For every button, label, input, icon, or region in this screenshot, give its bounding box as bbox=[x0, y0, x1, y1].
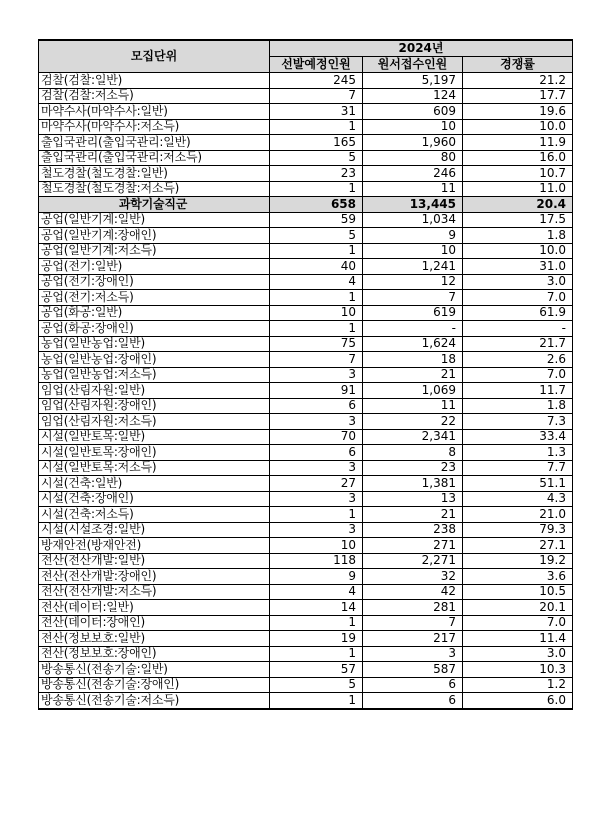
ratio-cell: 21.0 bbox=[463, 507, 573, 523]
applied-cell: 1,624 bbox=[363, 336, 463, 352]
ratio-cell: 4.3 bbox=[463, 491, 573, 507]
unit-name-cell: 시설(시설조경:일반) bbox=[39, 522, 270, 538]
ratio-cell: 1.2 bbox=[463, 677, 573, 693]
unit-name-cell: 전산(데이터:일반) bbox=[39, 600, 270, 616]
ratio-cell: 31.0 bbox=[463, 259, 573, 275]
ratio-cell: 10.0 bbox=[463, 119, 573, 135]
planned-cell: 5 bbox=[270, 150, 363, 166]
planned-cell: 10 bbox=[270, 538, 363, 554]
unit-name-cell: 시설(건축:일반) bbox=[39, 476, 270, 492]
applied-cell: 619 bbox=[363, 305, 463, 321]
planned-cell: 19 bbox=[270, 631, 363, 647]
table-row bbox=[39, 646, 573, 662]
planned-cell: 3 bbox=[270, 522, 363, 538]
planned-cell: 7 bbox=[270, 352, 363, 368]
applied-cell: 1,381 bbox=[363, 476, 463, 492]
unit-name-cell: 방재안전(방재안전) bbox=[39, 538, 270, 554]
ratio-cell: 16.0 bbox=[463, 150, 573, 166]
ratio-cell: 11.0 bbox=[463, 181, 573, 197]
unit-name-cell: 전산(전산개발:저소득) bbox=[39, 584, 270, 600]
table-row bbox=[39, 491, 573, 507]
unit-name-cell: 전산(전산개발:일반) bbox=[39, 553, 270, 569]
planned-cell: 70 bbox=[270, 429, 363, 445]
ratio-cell: 21.7 bbox=[463, 336, 573, 352]
ratio-cell: 11.7 bbox=[463, 383, 573, 399]
table-body bbox=[39, 73, 573, 709]
ratio-cell: 3.0 bbox=[463, 274, 573, 290]
applied-cell: 6 bbox=[363, 677, 463, 693]
applied-cell: 18 bbox=[363, 352, 463, 368]
unit-name-cell: 철도경찰(철도경찰:일반) bbox=[39, 166, 270, 182]
applied-cell: 3 bbox=[363, 646, 463, 662]
unit-name-cell: 마약수사(마약수사:일반) bbox=[39, 104, 270, 120]
applied-cell: 12 bbox=[363, 274, 463, 290]
planned-cell: 1 bbox=[270, 693, 363, 709]
applied-cell: 22 bbox=[363, 414, 463, 430]
table-row bbox=[39, 553, 573, 569]
planned-cell: 1 bbox=[270, 321, 363, 337]
table-row bbox=[39, 181, 573, 197]
planned-cell: 6 bbox=[270, 445, 363, 461]
planned-cell: 1 bbox=[270, 243, 363, 259]
unit-name-cell: 임업(산림자원:저소득) bbox=[39, 414, 270, 430]
applied-cell: 2,341 bbox=[363, 429, 463, 445]
unit-name-cell: 방송통신(전송기술:저소득) bbox=[39, 693, 270, 709]
table-row bbox=[39, 414, 573, 430]
ratio-cell: 3.0 bbox=[463, 646, 573, 662]
applied-cell: 21 bbox=[363, 507, 463, 523]
applied-cell: 8 bbox=[363, 445, 463, 461]
table-row bbox=[39, 150, 573, 166]
planned-cell: 75 bbox=[270, 336, 363, 352]
ratio-cell: 20.4 bbox=[463, 197, 573, 213]
unit-name-cell: 전산(정보보호:장애인) bbox=[39, 646, 270, 662]
table-row bbox=[39, 321, 573, 337]
planned-cell: 3 bbox=[270, 460, 363, 476]
applied-cell: 10 bbox=[363, 119, 463, 135]
ratio-cell: 20.1 bbox=[463, 600, 573, 616]
unit-name-cell: 과학기술직군 bbox=[39, 197, 270, 213]
ratio-cell: 2.6 bbox=[463, 352, 573, 368]
unit-name-cell: 공업(화공:일반) bbox=[39, 305, 270, 321]
planned-cell: 31 bbox=[270, 104, 363, 120]
applied-cell: 1,241 bbox=[363, 259, 463, 275]
header-planned: 선발예정인원 bbox=[270, 57, 363, 73]
table-row bbox=[39, 352, 573, 368]
applied-cell: 7 bbox=[363, 290, 463, 306]
unit-name-cell: 농업(일반농업:일반) bbox=[39, 336, 270, 352]
unit-name-cell: 출입국관리(출입국관리:저소득) bbox=[39, 150, 270, 166]
applied-cell: 7 bbox=[363, 615, 463, 631]
ratio-cell: 7.0 bbox=[463, 615, 573, 631]
applied-cell: 1,960 bbox=[363, 135, 463, 151]
unit-name-cell: 시설(일반토목:저소득) bbox=[39, 460, 270, 476]
unit-name-cell: 검찰(검찰:저소득) bbox=[39, 88, 270, 104]
unit-name-cell: 방송통신(전송기술:일반) bbox=[39, 662, 270, 678]
planned-cell: 3 bbox=[270, 491, 363, 507]
applied-cell: 238 bbox=[363, 522, 463, 538]
applied-cell: 80 bbox=[363, 150, 463, 166]
table-row bbox=[39, 336, 573, 352]
unit-name-cell: 시설(건축:장애인) bbox=[39, 491, 270, 507]
planned-cell: 1 bbox=[270, 507, 363, 523]
planned-cell: 5 bbox=[270, 677, 363, 693]
applied-cell: 124 bbox=[363, 88, 463, 104]
ratio-cell: 27.1 bbox=[463, 538, 573, 554]
table-row bbox=[39, 305, 573, 321]
unit-name-cell: 공업(전기:장애인) bbox=[39, 274, 270, 290]
unit-name-cell: 전산(데이터:장애인) bbox=[39, 615, 270, 631]
unit-name-cell: 공업(일반기계:저소득) bbox=[39, 243, 270, 259]
planned-cell: 57 bbox=[270, 662, 363, 678]
applied-cell: 11 bbox=[363, 181, 463, 197]
ratio-cell: 19.2 bbox=[463, 553, 573, 569]
planned-cell: 3 bbox=[270, 367, 363, 383]
applied-cell: 1,034 bbox=[363, 212, 463, 228]
unit-name-cell: 공업(전기:일반) bbox=[39, 259, 270, 275]
applied-cell: 11 bbox=[363, 398, 463, 414]
table-row bbox=[39, 212, 573, 228]
ratio-cell: 1.3 bbox=[463, 445, 573, 461]
applied-cell: 13,445 bbox=[363, 197, 463, 213]
planned-cell: 6 bbox=[270, 398, 363, 414]
ratio-cell: 33.4 bbox=[463, 429, 573, 445]
ratio-cell: 7.3 bbox=[463, 414, 573, 430]
unit-name-cell: 마약수사(마약수사:저소득) bbox=[39, 119, 270, 135]
table-row bbox=[39, 569, 573, 585]
applied-cell: 5,197 bbox=[363, 73, 463, 89]
applied-cell: 2,271 bbox=[363, 553, 463, 569]
planned-cell: 4 bbox=[270, 274, 363, 290]
ratio-cell: 79.3 bbox=[463, 522, 573, 538]
table-row bbox=[39, 88, 573, 104]
planned-cell: 23 bbox=[270, 166, 363, 182]
unit-name-cell: 철도경찰(철도경찰:저소득) bbox=[39, 181, 270, 197]
competition-table bbox=[38, 39, 573, 710]
applied-cell: 9 bbox=[363, 228, 463, 244]
unit-name-cell: 검찰(검찰:일반) bbox=[39, 73, 270, 89]
planned-cell: 5 bbox=[270, 228, 363, 244]
ratio-cell: 19.6 bbox=[463, 104, 573, 120]
ratio-cell: 1.8 bbox=[463, 398, 573, 414]
unit-name-cell: 전산(정보보호:일반) bbox=[39, 631, 270, 647]
unit-name-cell: 농업(일반농업:저소득) bbox=[39, 367, 270, 383]
planned-cell: 1 bbox=[270, 646, 363, 662]
header-unit: 모집단위 bbox=[39, 40, 270, 73]
unit-name-cell: 공업(전기:저소득) bbox=[39, 290, 270, 306]
applied-cell: 281 bbox=[363, 600, 463, 616]
unit-name-cell: 공업(일반기계:일반) bbox=[39, 212, 270, 228]
planned-cell: 245 bbox=[270, 73, 363, 89]
table-row bbox=[39, 104, 573, 120]
applied-cell: 42 bbox=[363, 584, 463, 600]
planned-cell: 91 bbox=[270, 383, 363, 399]
planned-cell: 118 bbox=[270, 553, 363, 569]
ratio-cell: 17.5 bbox=[463, 212, 573, 228]
table-row bbox=[39, 274, 573, 290]
table-row bbox=[39, 631, 573, 647]
table-row bbox=[39, 228, 573, 244]
ratio-cell: 10.7 bbox=[463, 166, 573, 182]
applied-cell: 6 bbox=[363, 693, 463, 709]
ratio-cell: 7.0 bbox=[463, 290, 573, 306]
header-applied: 원서접수인원 bbox=[363, 57, 463, 73]
table-row bbox=[39, 476, 573, 492]
applied-cell: 23 bbox=[363, 460, 463, 476]
table-row bbox=[39, 693, 573, 709]
ratio-cell: 10.0 bbox=[463, 243, 573, 259]
table-row bbox=[39, 677, 573, 693]
unit-name-cell: 공업(화공:장애인) bbox=[39, 321, 270, 337]
ratio-cell: 21.2 bbox=[463, 73, 573, 89]
applied-cell: - bbox=[363, 321, 463, 337]
ratio-cell: 51.1 bbox=[463, 476, 573, 492]
applied-cell: 13 bbox=[363, 491, 463, 507]
table-row bbox=[39, 73, 573, 89]
planned-cell: 3 bbox=[270, 414, 363, 430]
unit-name-cell: 임업(산림자원:장애인) bbox=[39, 398, 270, 414]
planned-cell: 59 bbox=[270, 212, 363, 228]
table-row bbox=[39, 584, 573, 600]
planned-cell: 658 bbox=[270, 197, 363, 213]
table-row bbox=[39, 259, 573, 275]
unit-name-cell: 농업(일반농업:장애인) bbox=[39, 352, 270, 368]
planned-cell: 9 bbox=[270, 569, 363, 585]
ratio-cell: 6.0 bbox=[463, 693, 573, 709]
planned-cell: 1 bbox=[270, 290, 363, 306]
category-row bbox=[39, 197, 573, 213]
unit-name-cell: 시설(일반토목:장애인) bbox=[39, 445, 270, 461]
applied-cell: 609 bbox=[363, 104, 463, 120]
table-row bbox=[39, 119, 573, 135]
table-row bbox=[39, 290, 573, 306]
unit-name-cell: 시설(일반토목:일반) bbox=[39, 429, 270, 445]
table-header bbox=[39, 40, 573, 73]
header-ratio: 경쟁률 bbox=[463, 57, 573, 73]
applied-cell: 217 bbox=[363, 631, 463, 647]
table-row bbox=[39, 460, 573, 476]
applied-cell: 587 bbox=[363, 662, 463, 678]
planned-cell: 1 bbox=[270, 615, 363, 631]
ratio-cell: 61.9 bbox=[463, 305, 573, 321]
unit-name-cell: 출입국관리(출입국관리:일반) bbox=[39, 135, 270, 151]
table-row bbox=[39, 166, 573, 182]
unit-name-cell: 공업(일반기계:장애인) bbox=[39, 228, 270, 244]
header-year: 2024년 bbox=[270, 40, 573, 57]
applied-cell: 21 bbox=[363, 367, 463, 383]
planned-cell: 165 bbox=[270, 135, 363, 151]
ratio-cell: 11.4 bbox=[463, 631, 573, 647]
applied-cell: 32 bbox=[363, 569, 463, 585]
unit-name-cell: 시설(건축:저소득) bbox=[39, 507, 270, 523]
table-row bbox=[39, 507, 573, 523]
table-row bbox=[39, 600, 573, 616]
planned-cell: 40 bbox=[270, 259, 363, 275]
ratio-cell: 1.8 bbox=[463, 228, 573, 244]
table-row bbox=[39, 367, 573, 383]
applied-cell: 1,069 bbox=[363, 383, 463, 399]
ratio-cell: 3.6 bbox=[463, 569, 573, 585]
competition-table-container bbox=[38, 39, 572, 710]
applied-cell: 271 bbox=[363, 538, 463, 554]
unit-name-cell: 전산(전산개발:장애인) bbox=[39, 569, 270, 585]
table-row bbox=[39, 538, 573, 554]
applied-cell: 10 bbox=[363, 243, 463, 259]
ratio-cell: 10.3 bbox=[463, 662, 573, 678]
table-row bbox=[39, 615, 573, 631]
table-row bbox=[39, 662, 573, 678]
applied-cell: 246 bbox=[363, 166, 463, 182]
planned-cell: 1 bbox=[270, 181, 363, 197]
table-row bbox=[39, 445, 573, 461]
table-row bbox=[39, 398, 573, 414]
planned-cell: 1 bbox=[270, 119, 363, 135]
ratio-cell: 11.9 bbox=[463, 135, 573, 151]
ratio-cell: 10.5 bbox=[463, 584, 573, 600]
unit-name-cell: 방송통신(전송기술:장애인) bbox=[39, 677, 270, 693]
table-row bbox=[39, 522, 573, 538]
planned-cell: 7 bbox=[270, 88, 363, 104]
planned-cell: 4 bbox=[270, 584, 363, 600]
table-row bbox=[39, 135, 573, 151]
planned-cell: 14 bbox=[270, 600, 363, 616]
ratio-cell: 7.7 bbox=[463, 460, 573, 476]
unit-name-cell: 임업(산림자원:일반) bbox=[39, 383, 270, 399]
planned-cell: 10 bbox=[270, 305, 363, 321]
planned-cell: 27 bbox=[270, 476, 363, 492]
ratio-cell: 17.7 bbox=[463, 88, 573, 104]
ratio-cell: 7.0 bbox=[463, 367, 573, 383]
table-row bbox=[39, 383, 573, 399]
table-row bbox=[39, 243, 573, 259]
ratio-cell: - bbox=[463, 321, 573, 337]
table-row bbox=[39, 429, 573, 445]
